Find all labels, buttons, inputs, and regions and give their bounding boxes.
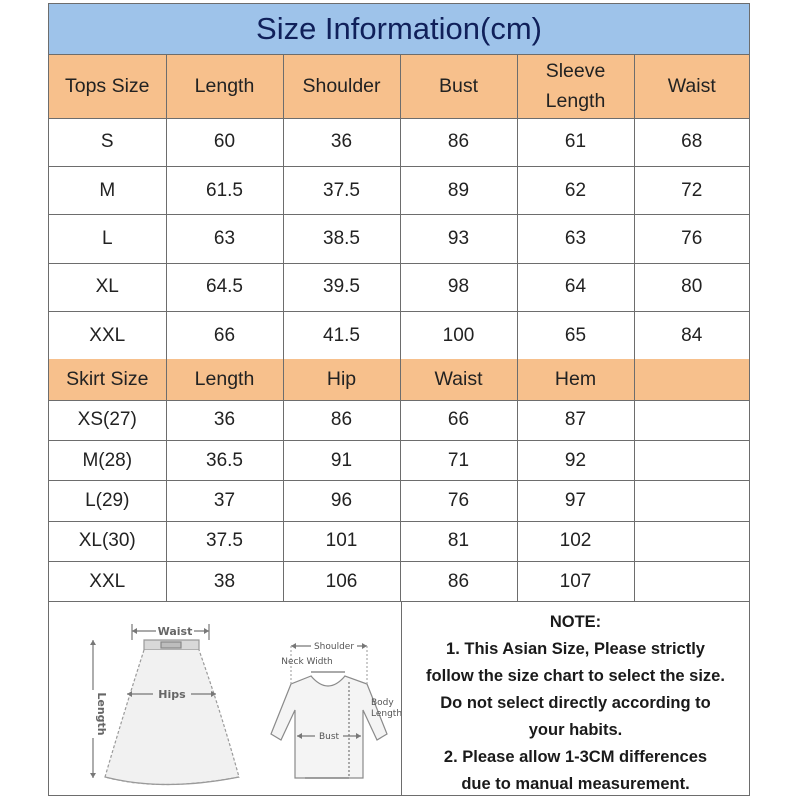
top-neck-width-label: Neck Width (281, 657, 333, 667)
tops-header-cell: Sleeve Length (517, 55, 634, 118)
table-cell: 36 (283, 118, 400, 166)
table-cell (634, 562, 749, 602)
table-cell: 87 (517, 400, 634, 440)
table-cell: 102 (517, 521, 634, 561)
skirt-length-label: Length (95, 692, 108, 736)
tops-header-cell: Bust (400, 55, 517, 118)
table-row (49, 521, 749, 561)
table-cell: 37.5 (283, 166, 400, 214)
table-row (49, 118, 749, 166)
table-cell: M(28) (49, 440, 166, 480)
table-cell: XL(30) (49, 521, 166, 561)
table-cell: 62 (517, 166, 634, 214)
top-bust-label: Bust (318, 732, 340, 742)
table-cell (634, 481, 749, 521)
table-row (49, 400, 749, 440)
note-line: Do not select directly according to (440, 694, 711, 712)
table-cell: 37 (166, 481, 283, 521)
table-cell: 41.5 (283, 312, 400, 360)
table-cell: 91 (283, 440, 400, 480)
table-cell: 64 (517, 263, 634, 311)
table-cell: 39.5 (283, 263, 400, 311)
table-cell: 60 (166, 118, 283, 166)
skirt-waist-label: Waist (157, 625, 193, 638)
table-cell: 84 (634, 312, 749, 360)
skirt-size-table (49, 359, 749, 602)
note-line: follow the size chart to select the size. (426, 667, 725, 685)
table-cell: 89 (400, 166, 517, 214)
skirts-header-cell (634, 359, 749, 400)
table-cell: 38 (166, 562, 283, 602)
table-cell: 101 (283, 521, 400, 561)
note-line: your habits. (528, 721, 623, 739)
skirt-sketch-icon (90, 624, 239, 785)
top-shoulder-label: Shoulder (313, 642, 355, 652)
table-cell: 71 (400, 440, 517, 480)
bottom-panel (49, 601, 749, 796)
tops-header-row (49, 55, 749, 118)
table-cell (634, 521, 749, 561)
top-body-length-label: Length (371, 709, 401, 719)
table-cell: 80 (634, 263, 749, 311)
table-cell: 93 (400, 215, 517, 263)
table-cell (634, 440, 749, 480)
table-cell: 36 (166, 400, 283, 440)
table-row (49, 312, 749, 360)
skirts-header-row (49, 359, 749, 400)
table-cell: 100 (400, 312, 517, 360)
table-cell: XS(27) (49, 400, 166, 440)
tops-header-cell: Shoulder (283, 55, 400, 118)
table-cell: 66 (400, 400, 517, 440)
note-line: 1. This Asian Size, Please strictly (446, 640, 705, 658)
table-cell: 63 (166, 215, 283, 263)
note-panel (402, 602, 749, 796)
table-cell: 63 (517, 215, 634, 263)
table-cell: XXL (49, 562, 166, 602)
table-cell: 61 (517, 118, 634, 166)
skirt-hips-label: Hips (158, 688, 186, 701)
table-cell: XL (49, 263, 166, 311)
table-cell (634, 400, 749, 440)
note-line: 2. Please allow 1-3CM differences (443, 748, 708, 766)
table-row (49, 263, 749, 311)
table-cell: 64.5 (166, 263, 283, 311)
table-cell: 37.5 (166, 521, 283, 561)
table-cell: 68 (634, 118, 749, 166)
table-cell: L (49, 215, 166, 263)
table-cell: 36.5 (166, 440, 283, 480)
table-cell: 106 (283, 562, 400, 602)
skirts-header-cell: Hem (517, 359, 634, 400)
table-cell: S (49, 118, 166, 166)
table-cell: 72 (634, 166, 749, 214)
table-cell: 61.5 (166, 166, 283, 214)
note-line: due to manual measurement. (461, 775, 690, 793)
table-cell: 76 (400, 481, 517, 521)
table-cell: 81 (400, 521, 517, 561)
note-heading: NOTE: (549, 613, 602, 631)
table-cell: 107 (517, 562, 634, 602)
table-cell: 38.5 (283, 215, 400, 263)
tops-header-cell: Length (166, 55, 283, 118)
table-cell: 92 (517, 440, 634, 480)
table-cell: 86 (400, 118, 517, 166)
skirts-header-cell: Hip (283, 359, 400, 400)
table-cell: 66 (166, 312, 283, 360)
skirts-header-cell: Skirt Size (49, 359, 166, 400)
table-row (49, 440, 749, 480)
size-chart-title: Size Information(cm) (49, 4, 749, 55)
table-row (49, 481, 749, 521)
size-chart (48, 3, 750, 796)
table-cell: 97 (517, 481, 634, 521)
skirts-header-cell: Length (166, 359, 283, 400)
table-cell: XXL (49, 312, 166, 360)
tops-size-table (49, 55, 749, 360)
table-cell: 96 (283, 481, 400, 521)
table-row (49, 166, 749, 214)
table-cell: 76 (634, 215, 749, 263)
table-cell: 98 (400, 263, 517, 311)
table-cell: M (49, 166, 166, 214)
top-body-label: Body (371, 698, 394, 708)
garment-sketch (49, 602, 401, 796)
table-cell: L(29) (49, 481, 166, 521)
measurement-diagram (49, 602, 402, 796)
table-cell: 65 (517, 312, 634, 360)
tops-header-cell: Tops Size (49, 55, 166, 118)
tops-header-cell: Waist (634, 55, 749, 118)
skirts-header-cell: Waist (400, 359, 517, 400)
table-cell: 86 (283, 400, 400, 440)
table-row (49, 562, 749, 602)
table-row (49, 215, 749, 263)
table-cell: 86 (400, 562, 517, 602)
